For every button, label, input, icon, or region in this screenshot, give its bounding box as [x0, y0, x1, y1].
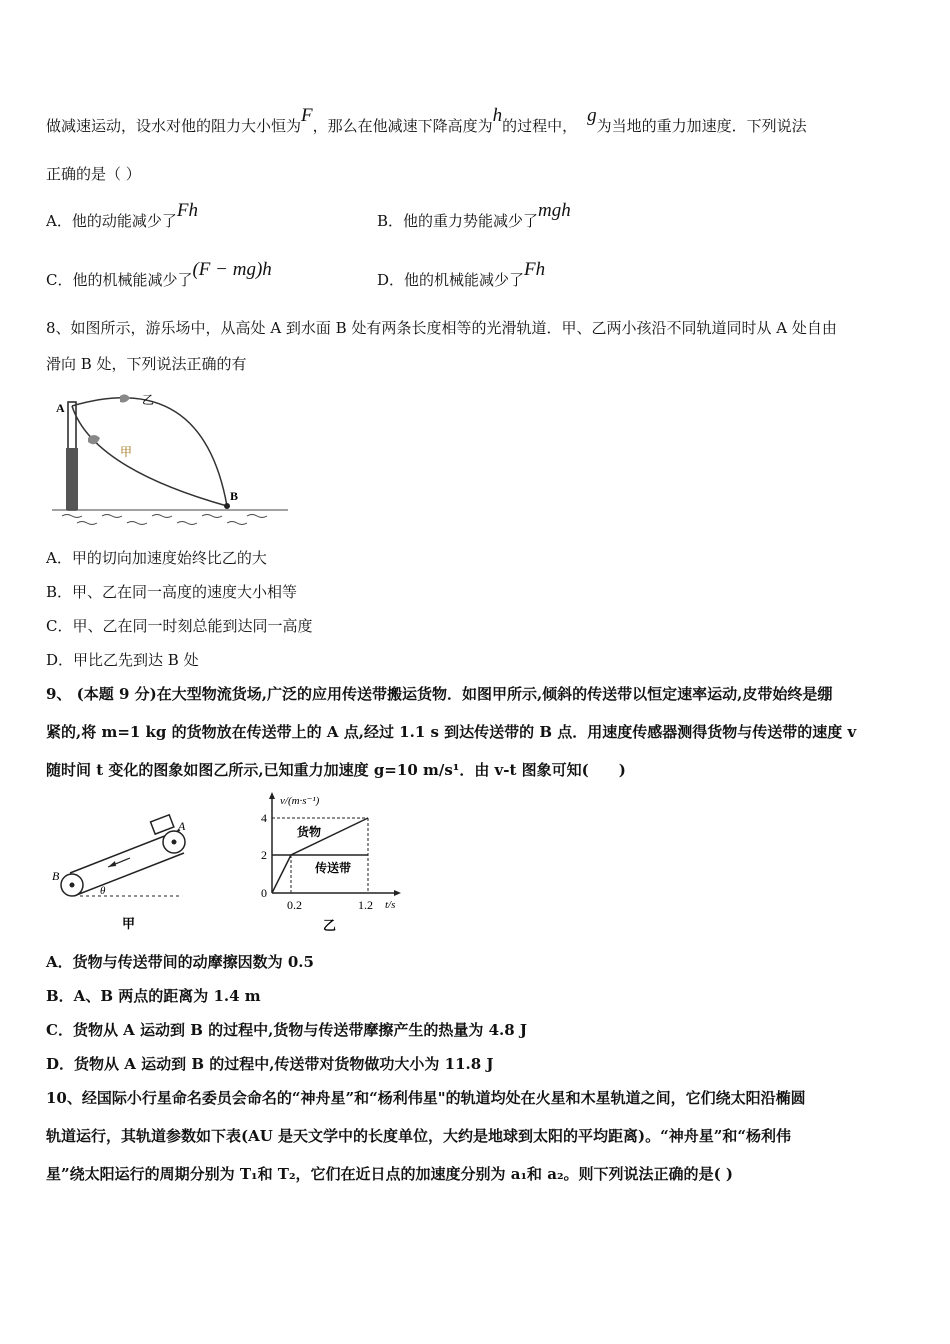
q9-caption-jia: 甲	[122, 916, 136, 931]
q8-label-jia: 甲	[120, 445, 133, 459]
q9-belt-bottom	[74, 853, 184, 896]
q9-motion-arrowhead	[108, 861, 116, 867]
q10-stem-line2: 轨道运行，其轨道参数如下表(AU 是天文学中的长度单位，大约是地球到太阳的平均距离)。“神舟星”和“杨利伟	[46, 1127, 792, 1145]
q7-option-c[interactable]	[46, 259, 272, 290]
q9-stem-line1: 9、 (本题 9 分)在大型物流货场,广泛的应用传送带搬运货物．如图甲所示,倾斜的传送带以恒定速率运动,皮带始终是绷	[46, 685, 833, 703]
q9-x-tick-12: 1.2	[358, 898, 373, 912]
q9-y-tick-0: 0	[261, 886, 267, 900]
q9-x-tick-02: 0.2	[287, 898, 302, 912]
q8-point-b	[224, 503, 230, 509]
q8-option-b[interactable]: B．甲、乙在同一高度的速度大小相等	[46, 583, 298, 601]
q9-pulley-a-axle	[172, 840, 177, 845]
q8-water	[52, 510, 288, 525]
q7-stem-line2: 正确的是（ ）	[46, 165, 141, 183]
q7-option-b-math: mgh	[538, 200, 571, 221]
q9-x-axis-arrow	[394, 890, 401, 896]
q8-tower-base	[66, 448, 78, 510]
q10-stem-line3: 星”绕太阳运行的周期分别为 T₁和 T₂，它们在近日点的加速度分别为 a₁和 a₂。则下列说法正确的是( )	[46, 1165, 733, 1183]
q7-option-c-math: (F − mg)h	[192, 259, 272, 280]
q9-y-label: v/(m·s⁻¹)	[280, 795, 320, 807]
q7-symbol-h: h	[492, 105, 503, 126]
q9-stem-line3: 随时间 t 变化的图象如图乙所示,已知重力加速度 g=10 m/s¹．由 v-t 图象可知( )	[46, 761, 626, 779]
q7-option-c-label: C．他的机械能减少了	[46, 271, 193, 289]
q9-label-b: B	[52, 869, 60, 883]
q9-x-label: t/s	[385, 899, 396, 911]
q9-conveyor-figure	[50, 810, 200, 935]
q9-y-tick-2: 2	[261, 848, 267, 862]
q7-stem-line1	[46, 105, 807, 136]
q7-text-d: 为当地的重力加速度．下列说法	[596, 117, 807, 135]
q7-symbol-g: g	[587, 105, 597, 126]
q9-option-a[interactable]: A．货物与传送带间的动摩擦因数为 0.5	[46, 953, 314, 971]
q7-option-a-label: A．他的动能减少了	[46, 212, 177, 230]
q7-text-a: 做减速运动，设水对他的阻力大小恒为	[46, 117, 302, 135]
q10-stem-line1: 10、经国际小行星命名委员会命名的“神舟星”和“杨利伟星"的轨道均处在火星和木星轨道之间，它们绕太阳沿椭圆	[46, 1089, 806, 1107]
q9-belt-top	[70, 830, 180, 873]
q7-option-b[interactable]	[377, 200, 571, 231]
q9-option-c[interactable]: C．货物从 A 运动到 B 的过程中,货物与传送带摩擦产生的热量为 4.8 J	[46, 1021, 528, 1039]
q8-label-a: A	[56, 401, 65, 415]
q9-label-a: A	[178, 819, 186, 833]
q8-child-yi	[120, 394, 130, 402]
q9-stem-line2: 紧的,将 m=1 kg 的货物放在传送带上的 A 点,经过 1.1 s 到达传送带的 B 点．用速度传感器测得货物与传送带的速度 v	[46, 723, 857, 741]
q9-y-tick-4: 4	[261, 811, 267, 825]
q7-symbol-F: F	[301, 105, 313, 126]
q8-stem-line2: 滑向 B 处，下列说法正确的有	[46, 355, 247, 373]
q8-label-yi: 乙	[142, 393, 155, 407]
q9-label-cargo: 货物	[297, 825, 322, 839]
q7-option-a-math: Fh	[176, 200, 198, 221]
q9-option-b[interactable]: B．A、B 两点的距离为 1.4 m	[46, 987, 261, 1005]
q7-option-a[interactable]	[46, 200, 198, 231]
q9-label-theta: θ	[100, 885, 106, 897]
q7-option-d-label: D．他的机械能减少了	[377, 271, 525, 289]
q8-option-a[interactable]: A．甲的切向加速度始终比乙的大	[46, 549, 267, 567]
q9-label-belt: 传送带	[315, 861, 352, 875]
q7-text-c: 的过程中，	[502, 117, 578, 135]
q9-caption-yi: 乙	[323, 918, 337, 933]
q7-option-d[interactable]	[377, 259, 546, 290]
q9-pulley-b-axle	[70, 883, 75, 888]
q8-track-yi	[72, 398, 227, 506]
q9-option-d[interactable]: D．货物从 A 运动到 B 的过程中,传送带对货物做功大小为 11.8 J	[46, 1055, 494, 1073]
q8-option-d[interactable]: D．甲比乙先到达 B 处	[46, 651, 199, 669]
q8-track-jia	[72, 406, 227, 506]
q8-stem-line1: 8、如图所示，游乐场中，从高处 A 到水面 B 处有两条长度相等的光滑轨道．甲、乙两小孩沿不同轨道同时从 A 处自由	[46, 319, 837, 337]
q7-text-b: ，那么在他减速下降高度为	[312, 117, 493, 135]
q8-option-c[interactable]: C．甲、乙在同一时刻总能到达同一高度	[46, 617, 313, 635]
q8-slide-figure	[52, 388, 288, 530]
q9-y-axis-arrow	[269, 792, 275, 799]
q9-vt-graph	[255, 790, 415, 938]
q8-label-b: B	[230, 489, 239, 503]
q7-option-b-label: B．他的重力势能减少了	[377, 212, 539, 230]
q7-option-d-math: Fh	[524, 259, 546, 280]
